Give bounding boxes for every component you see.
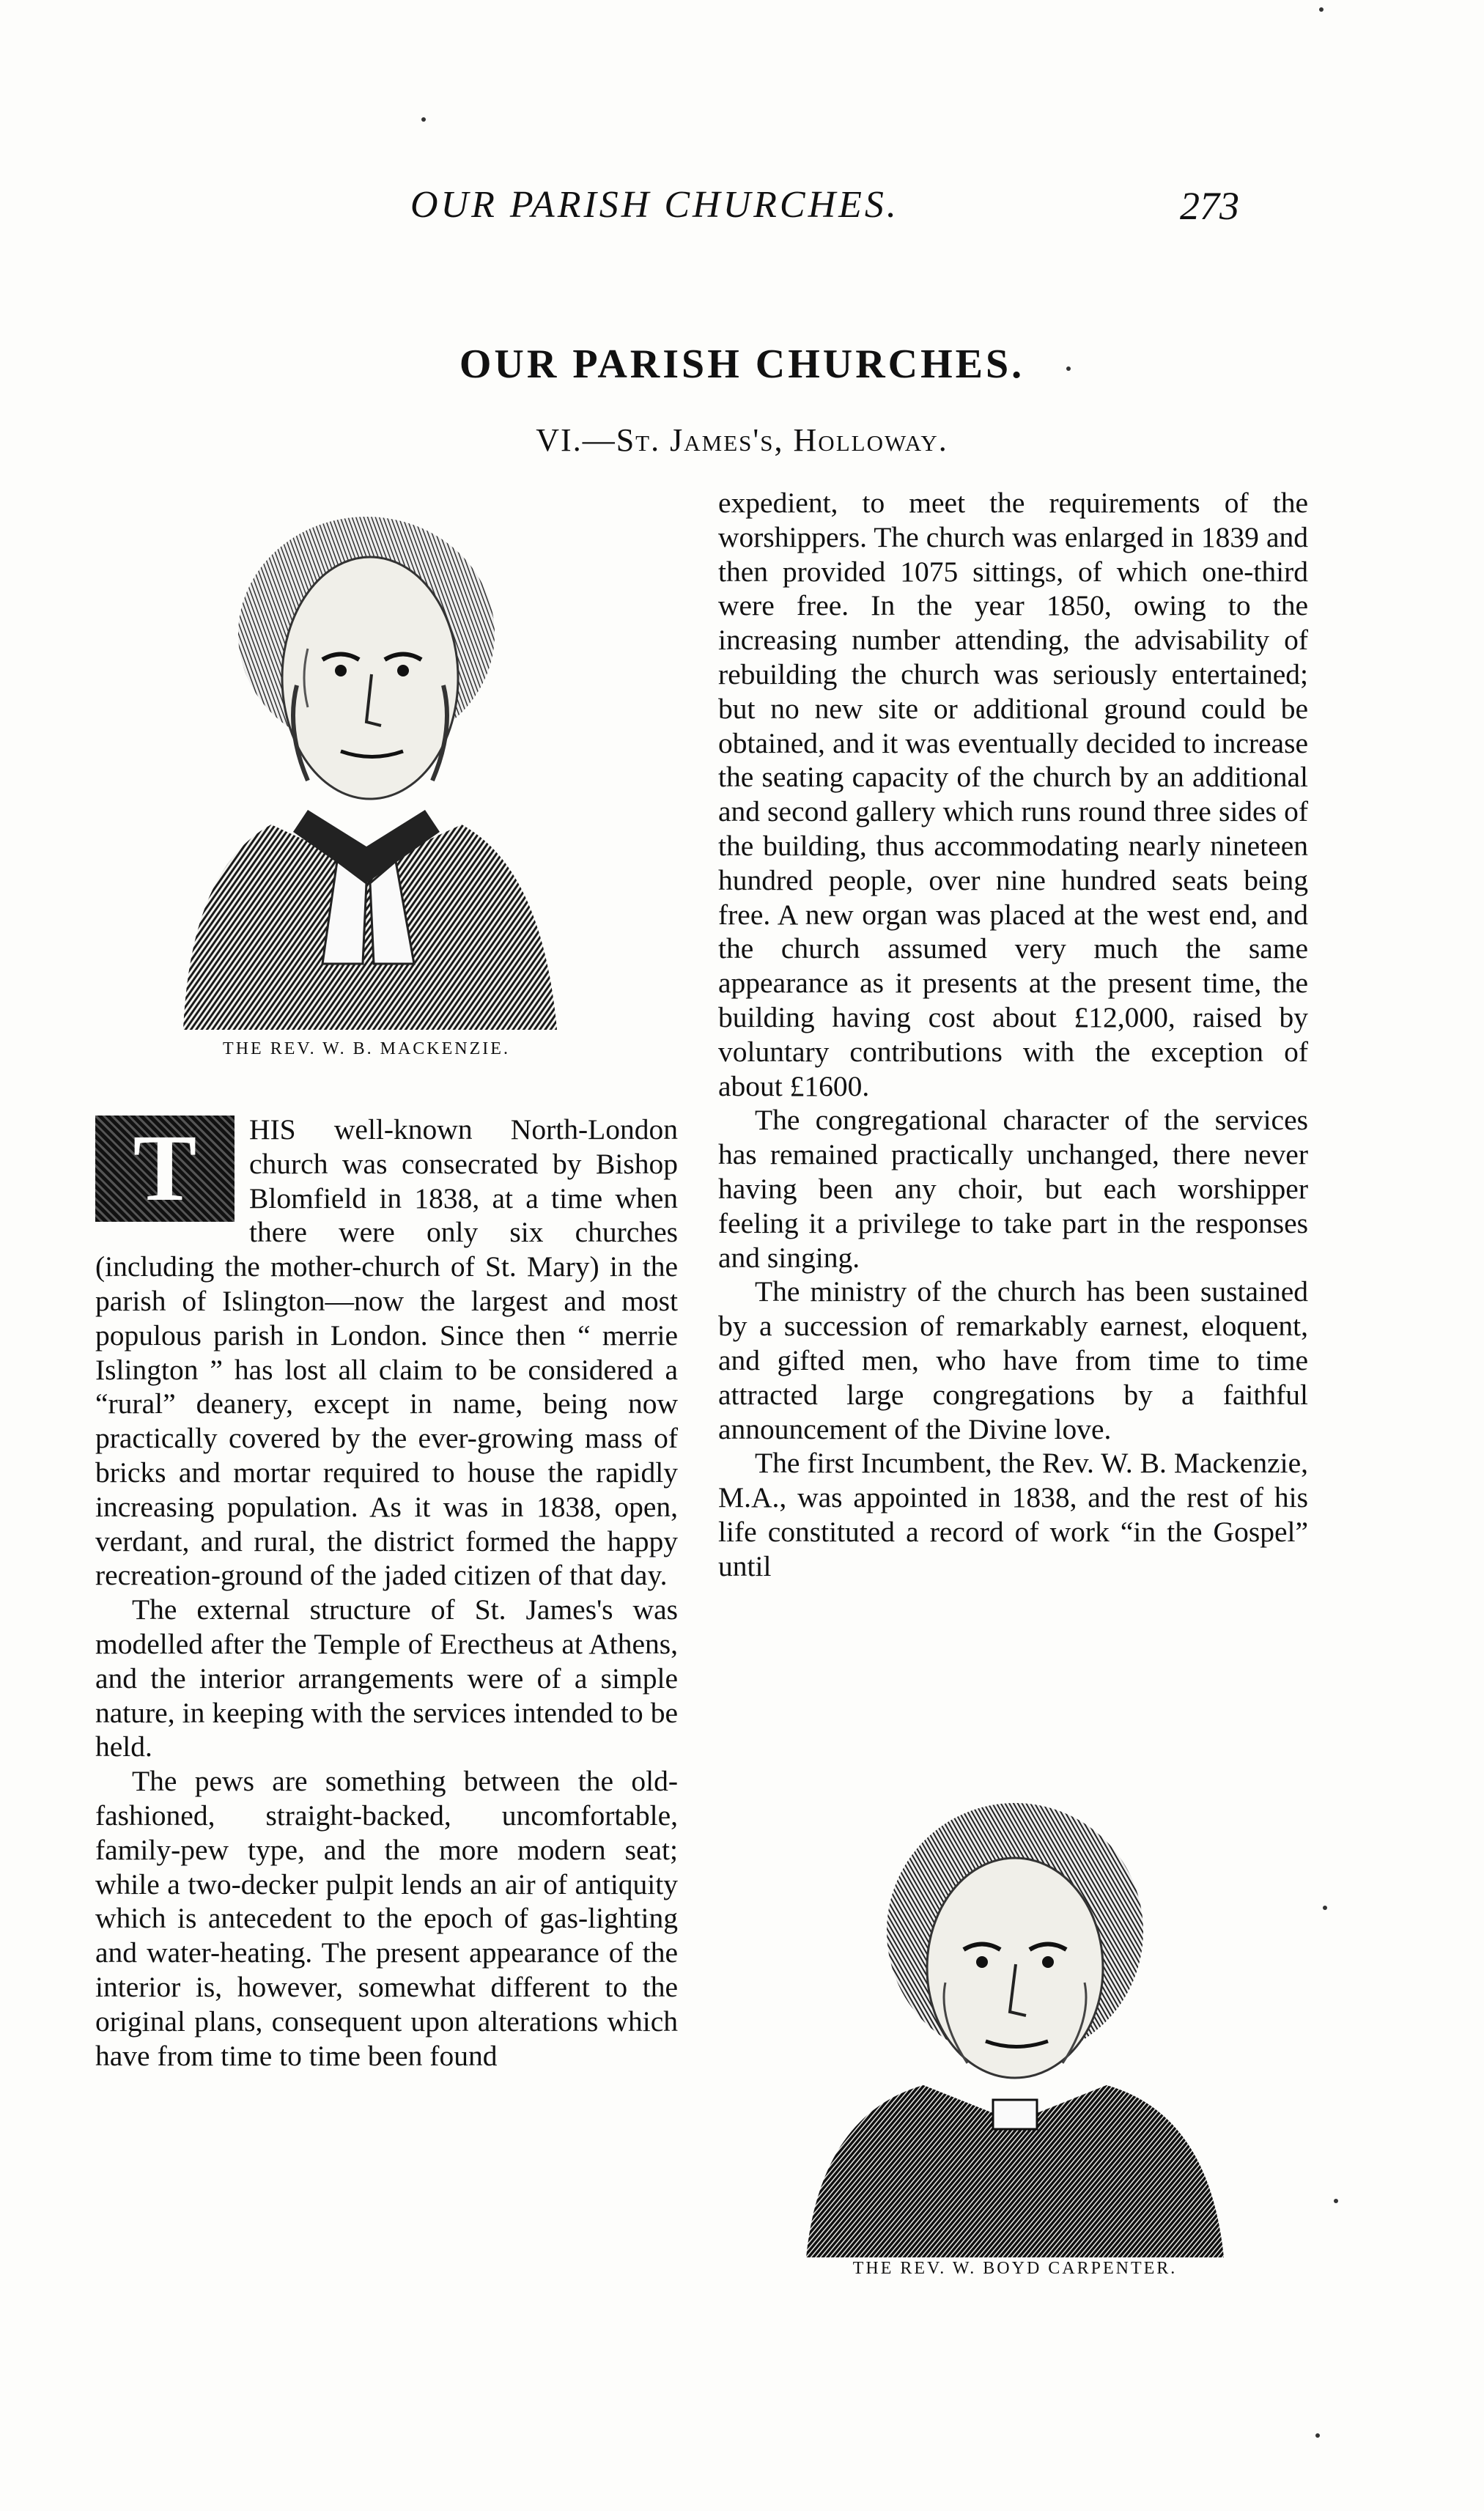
left-paragraph-2: The external structure of St. James's was modelled after the Temple of Erectheus at Athens, and the interior arrangements were of a simple nature, in keeping with the services intended to be held. — [95, 1593, 678, 1763]
left-paragraph-3: The pews are something between the old-fashioned, straight-backed, uncomfortable, family-pew type, and the more modern seat; while a two-decker pulpit lends an air of antiquity which is antecedent to the epoch of gas-lighting and water-heating. The present appearance of the interior is, however, somewhat different to the original plans, consequent upon alterations which have from time to time been found — [95, 1765, 678, 2072]
left-paragraph-1 — [95, 1113, 678, 1593]
running-head — [0, 183, 1484, 242]
right-paragraph-4: The first Incumbent, the Rev. W. B. Mackenzie, M.A., was appointed in 1838, and the rest of his life constituted a record of work “in the Gospel” until — [718, 1447, 1308, 1582]
caption-boyd-carpenter: THE REV. W. BOYD CARPENTER. — [852, 2259, 1178, 2278]
left-column — [95, 1113, 678, 2073]
article-subtitle: VI.—St. James's, Holloway. — [536, 422, 948, 458]
left-paragraph-1-text: HIS well-known North-London church was consecrated by Bishop Blomfield in 1838, at a time when there were only six churches (including the mother-church of St. Mary) in the parish of Islington—now the largest and most populous parish in London. Since then “ merrie Islington ” has lost all claim to be considered a “rural” deanery, except in name, being now practically covered by the ever-growing mass of bricks and mortar required to house the rapidly increasing population. As it was in 1838, open, verdant, and rural, the district formed the happy recreation-ground of the jaded citizen of that day. — [95, 1113, 678, 1592]
scan-speck — [421, 117, 426, 122]
scan-speck — [1315, 2433, 1320, 2438]
portrait-boyd-carpenter — [799, 1799, 1231, 2257]
right-paragraph-2: The congregational character of the services has remained practically unchanged, there never having been any choir, but each worshipper feeling it a privilege to take part in the responses and singing. — [718, 1104, 1308, 1274]
scan-speck — [1323, 1906, 1327, 1910]
scan-speck — [1066, 366, 1071, 371]
page-number: 273 — [1180, 184, 1239, 228]
scan-speck — [1319, 7, 1324, 12]
right-paragraph-1: expedient, to meet the requirements of the worshippers. The church was enlarged in 1839 and then provided 1075 sittings, of which one-third were free. In the year 1850, owing to the increasing number attending, the advisability of rebuilding the church was seriously entertained; but no new site or additional ground could be obtained, and it was eventually decided to increase the seating capacity of the church by an additional and second gallery which runs round three sides of the building, thus accommodating nearly nineteen hundred people, over nine hundred seats being free. A new organ was placed at the west end, and the church assumed very much the same appearance as it presents at the present time, the building having cost about £12,000, raised by voluntary contributions with the exception of about £1600. — [718, 487, 1308, 1102]
caption-mackenzie: THE REV. W. B. MACKENZIE. — [223, 1039, 510, 1058]
scan-speck — [1334, 2199, 1338, 2203]
portrait-mackenzie — [161, 487, 572, 1030]
dropcap: T — [95, 1116, 235, 1222]
running-title: OUR PARISH CHURCHES. — [410, 184, 899, 226]
right-column — [718, 486, 1308, 1584]
article-title: OUR PARISH CHURCHES. — [459, 342, 1025, 387]
right-paragraph-3: The ministry of the church has been sustained by a succession of remarkably earnest, eloquent, and gifted men, who have from time to time attracted large congregations by a faithful announcement of the Divine love. — [718, 1275, 1308, 1445]
